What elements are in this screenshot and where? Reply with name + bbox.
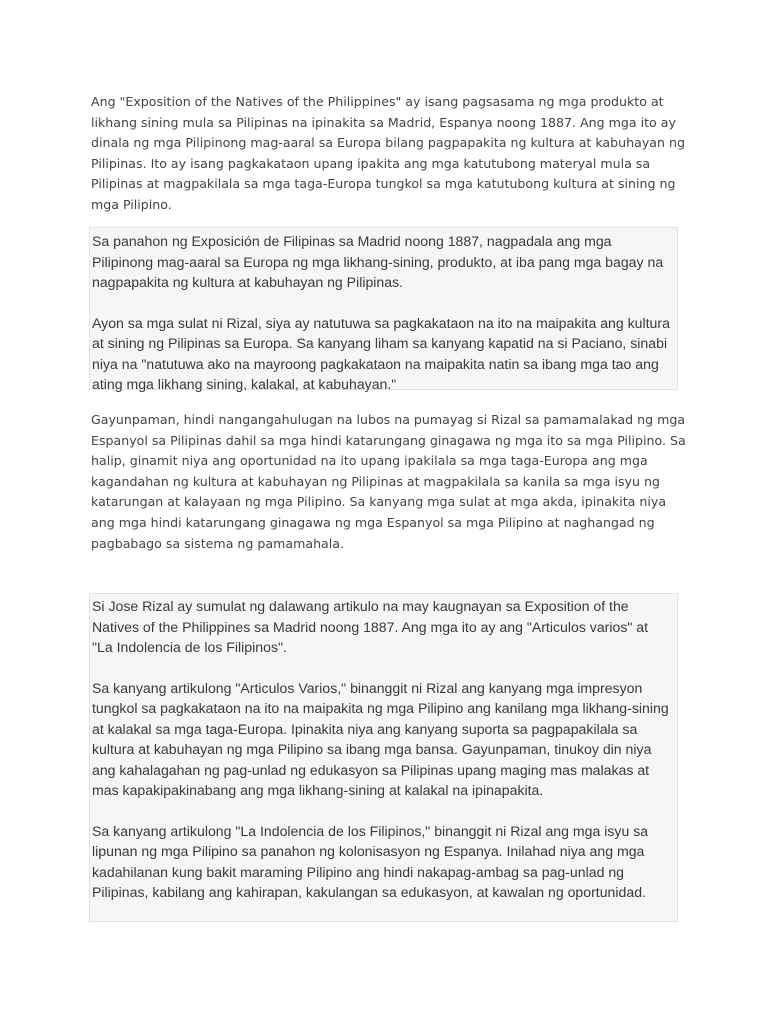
intro-paragraph: Ang "Exposition of the Natives of the Philippines" ay isang pagsasama ng mga produkto at likhang sining mula sa Pilipinas na ipinakita sa Madrid, Espanya noong 1887. Ang mga ito ay dinala ng mga Pilipinong mag-aaral sa Europa bilang pagpapakita ng kultura at kabuhayan ng Pilipinas. Ito ay isang pagkakataon upang ipakita ang mga katutubong materyal mula sa Pilipinas at magpakilala sa mga taga-Europa tungkol sa mga katutubong kultura at sining ng mga Pilipino.: [91, 94, 685, 212]
box2-paragraph-1: Si Jose Rizal ay sumulat ng dalawang artikulo na may kaugnayan sa Exposition of the Natives of the Philippines sa Madrid noong 1887. Ang mga ito ay ang "Articulos varios" at "La Indolencia de los Filipinos".: [92, 598, 649, 655]
box1-paragraph-1: Sa panahon ng Exposición de Filipinas sa Madrid noong 1887, nagpadala ang mga Pilipinong mag-aaral sa Europa ng mga likhang-sining, produkto, at iba pang mga bagay na nagpapakita ng kultura at kabuhayan ng Pilipinas.: [92, 233, 664, 290]
box2-paragraph-2: Sa kanyang artikulong "Articulos Varios," binanggit ni Rizal ang kanyang mga impresyon tungkol sa pagkakataon na ito na maipakita ng mga Pilipino ang kanilang mga likhang-sining at kalakal sa mga taga-Europa. Ipinakita niya ang kanyang suporta sa pagpapakilala sa kultura at kabuhayan ng mga Pilipino sa ibang mga bansa. Gayunpaman, tinukoy din niya ang kahalagahan ng pag-unlad ng edukasyon sa Pilipinas upang maging mas malakas at mas kapakipakinabang ang mga likhang-sining at kalakal na ipinapakita.: [92, 679, 669, 798]
quote-box-rizal-articles: [89, 593, 678, 922]
quote-box-exposition: [89, 227, 678, 390]
box2-paragraph-3: Sa kanyang artikulong "La Indolencia de los Filipinos," binanggit ni Rizal ang mga isyu sa lipunan ng mga Pilipino sa panahon ng kolonisasyon ng Espanya. Inilahad niya ang mga kadahilanan kung bakit maraming Pilipino ang hindi nakapag-ambag sa pag-unlad ng Pilipinas, kabilang ang kahirapan, kakulangan sa edukasyon, at kawalan ng oportunidad.: [92, 822, 649, 900]
box1-paragraph-2: Ayon sa mga sulat ni Rizal, siya ay natutuwa sa pagkakataon na ito na maipakita ang kultura at sining ng Pilipinas sa Europa. Sa kanyang liham sa kanyang kapatid na si Paciano, sinabi niya na "natutuwa ako na mayroong pagkakataon na maipakita natin sa ibang mga tao ang ating mga likhang sining, kalakal, at kabuhayan.": [92, 314, 670, 392]
middle-paragraph: Gayunpaman, hindi nangangahulugan na lubos na pumayag si Rizal sa pamamalakad ng mga Espanyol sa Pilipinas dahil sa mga hindi katarungang ginagawa ng mga ito sa mga Pilipino. Sa halip, ginamit niya ang oportunidad na ito upang ipakilala sa mga taga-Europa ang mga kagandahan ng kultura at kabuhayan ng Pilipinas at magpakilala sa kanila sa mga isyu ng katarungan at kalayaan ng mga Pilipino. Sa kanyang mga sulat at mga akda, ipinakita niya ang mga hindi katarungang ginagawa ng mga Espanyol sa mga Pilipino at naghangad ng pagbabago sa sistema ng pamamahala.: [91, 412, 686, 551]
